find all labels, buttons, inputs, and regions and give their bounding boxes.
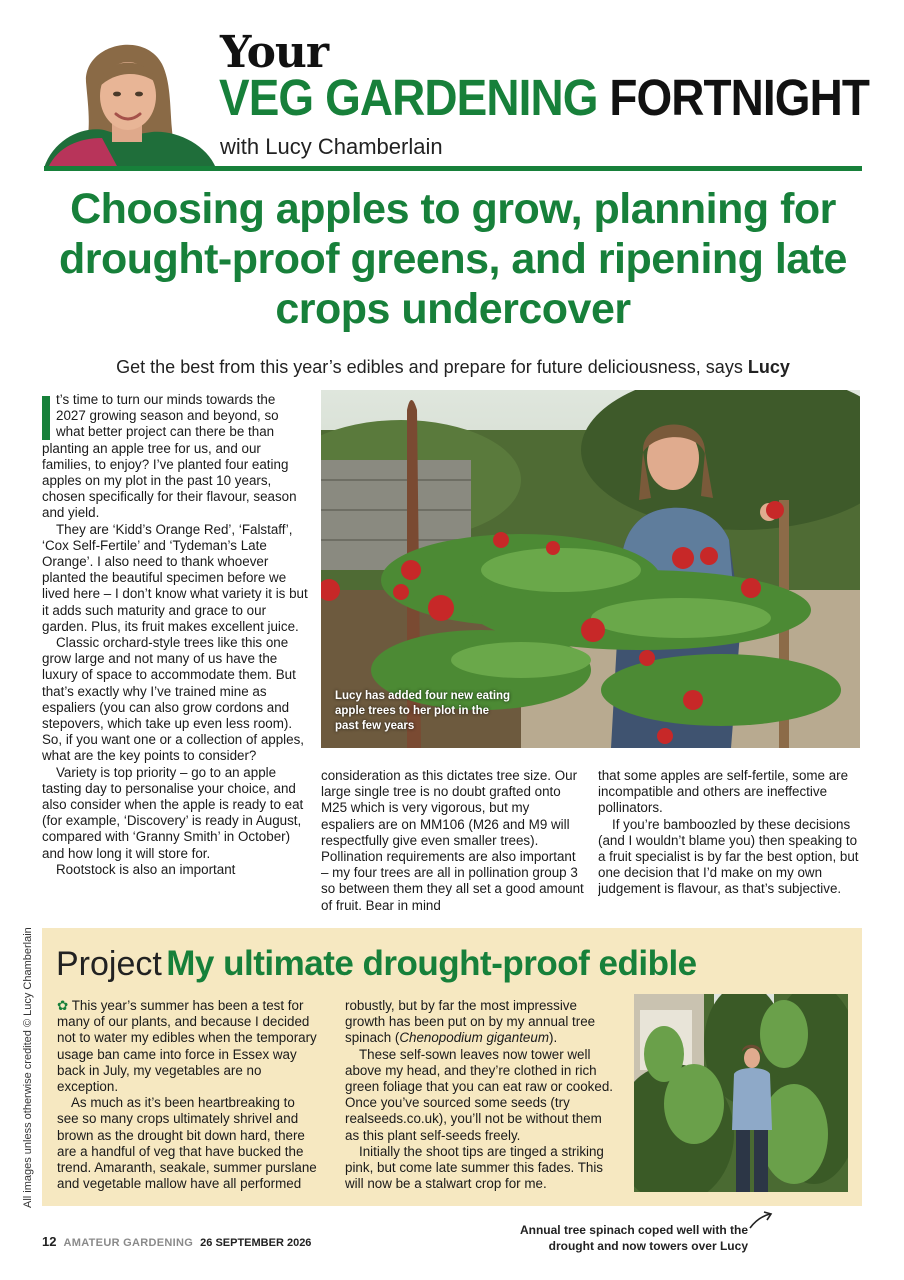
page-number: 12: [42, 1234, 57, 1249]
issue-date: 26 SEPTEMBER 2026: [200, 1237, 312, 1249]
project-paragraph: As much as it’s been heartbreaking to see so many crops ultimately shrivel and brown as the drought bit down hard, there are a handful of veg that have bucked the trend. Amaranth, seakale, summer purslane and vegetable mallow have all performed: [57, 1095, 317, 1192]
project-paragraph-text: This year’s summer has been a test for many of our plants, and because I decided not to water my edibles when the temporary usage ban came into force in Essex way back in July, my vegetables are no exception.: [57, 998, 317, 1095]
author-headshot: [44, 34, 216, 168]
drop-cap-bar: [42, 396, 50, 440]
article-paragraph: consideration as this dictates tree size. Our large single tree is no doubt grafted onto M25 which is very vigorous, but my espaliers are on MM106 (M26 and M9 will respectfully give even smaller trees). Pollination requirements are also important – my four trees are all in pollination group 3 so between them they all set a good amount of fruit. Bear in mind: [321, 768, 584, 913]
project-topic: My ultimate drought-proof edible: [166, 944, 697, 983]
project-photo-caption: Annual tree spinach coped well with the drought and now towers over Lucy: [519, 1223, 748, 1253]
project-column-1: [57, 998, 319, 1198]
article-paragraph: Classic orchard-style trees like this one grow large and not many of us have the luxury of space to accommodate them. But that’s exactly why I’ve trained mine as espaliers (you can also grow cordons and stepovers, which take up even less room). So, if you want one or a collection of apples, what are the key points to consider?: [42, 635, 305, 764]
project-panel: [42, 928, 862, 1206]
article-column-1: [42, 392, 308, 918]
article-paragraph: If you’re bamboozled by these decisions (and I wouldn’t blame you) then speaking to a fruit specialist is by far the best option, but one decision that I’d make on my own judgement is flavour, as that’s subjective.: [598, 816, 859, 897]
article-column-3: [598, 768, 860, 918]
byline: [220, 133, 443, 161]
project-heading: [56, 944, 697, 991]
project-label: Project: [56, 945, 162, 983]
article-paragraph: that some apples are self-fertile, some are incompatible and others are ineffective pollinators.: [598, 768, 849, 816]
project-paragraph: [57, 998, 319, 1095]
byline-prefix: with: [220, 134, 260, 159]
article-paragraph: Rootstock is also an important: [56, 861, 236, 877]
page-footer: [42, 1234, 311, 1249]
project-paragraph: Initially the shoot tips are tinged a striking pink, but come late summer this fades. This will now be a stalwart crop for me.: [345, 1143, 604, 1192]
article-paragraph: Variety is top priority – go to an apple tasting day to personalise your choice, and also consider when the apple is ready to eat (for example, ‘Discovery’ is ready in August, compared with ‘Granny Smith’ in October) and how long it will store for.: [42, 764, 304, 861]
flower-bullet-icon: ✿: [57, 998, 69, 1013]
latin-name: Chenopodium giganteum: [399, 1030, 549, 1046]
article-standfirst: [44, 355, 862, 379]
byline-author: Lucy Chamberlain: [265, 134, 443, 159]
article-paragraph-text: t’s time to turn our minds towards the 2027 growing season and beyond, so what better project can there be than planting an apple tree for us, and our families, to enjoy? I’ve planted four eating apples on my plot in the past 10 years, chosen specifically for their flavour, season and yield.: [42, 392, 297, 521]
article-headline: Choosing apples to grow, planning for drought-proof greens, and ripening late crops undercover: [59, 185, 847, 333]
article-column-2: [321, 768, 585, 918]
project-column-2: [345, 998, 617, 1198]
masthead-your: Your: [220, 27, 329, 78]
project-paragraph: These self-sown leaves now tower well above my head, and they’re clothed in rich green foliage that you can eat raw or cooked. Once you’ve sourced some seeds (try realseeds.co.uk), you’ll not be without them as this plant self-seeds freely.: [345, 1046, 613, 1143]
project-paragraph-text: ).: [548, 1030, 558, 1046]
image-credit: All images unless otherwise credited © Lucy Chamberlain: [22, 927, 34, 1208]
article-paragraph: They are ‘Kidd’s Orange Red’, ‘Falstaff’, ‘Cox Self-Fertile’ and ‘Tydeman’s Late Orange’. I also need to thank whoever planted the beautiful specimen before we lived here – I don’t know what variety it is but it adds such maturity and grace to our garden. Plus, its fruit makes excellent juice.: [42, 521, 308, 634]
magazine-name: AMATEUR GARDENING: [63, 1237, 194, 1249]
arrow-icon: [748, 1210, 774, 1230]
project-paragraph-text: robustly, but by far the most impressive growth has been put on by my annual tree spinach (: [345, 998, 596, 1046]
apple-tree-photo: [321, 390, 860, 748]
project-paragraph: [345, 998, 617, 1047]
standfirst-text: Get the best from this year’s edibles and prepare for future deliciousness, says: [116, 357, 748, 377]
article-paragraph: [42, 392, 308, 522]
standfirst-name: Lucy: [747, 357, 790, 377]
header-divider: [44, 166, 862, 171]
tree-spinach-photo: [634, 994, 848, 1192]
masthead-title-black: FORTNIGHT: [609, 69, 869, 126]
masthead-title: [219, 70, 869, 126]
main-photo-caption: Lucy has added four new eating apple trees to her plot in the past few years: [335, 690, 511, 732]
masthead-title-green: VEG GARDENING: [219, 69, 598, 126]
